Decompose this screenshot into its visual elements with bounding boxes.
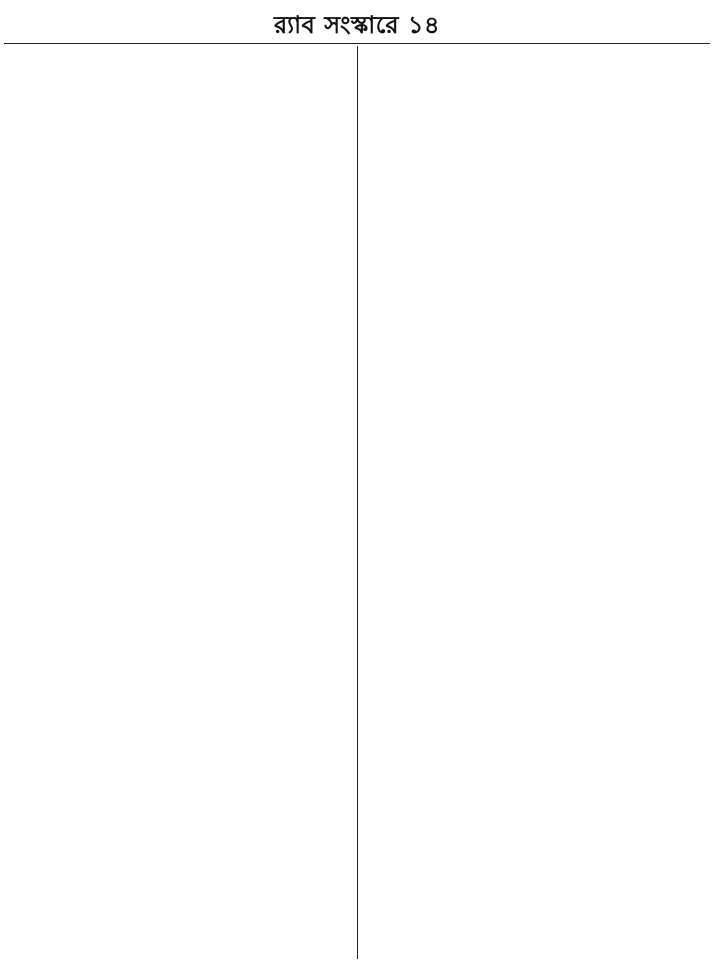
article-body [4,46,710,959]
article-column-right [357,46,711,959]
headline-bar [4,6,710,44]
article-headline: র‍্যাব সংস্কারে ১৪ [273,9,441,39]
article-column-left [4,46,357,959]
